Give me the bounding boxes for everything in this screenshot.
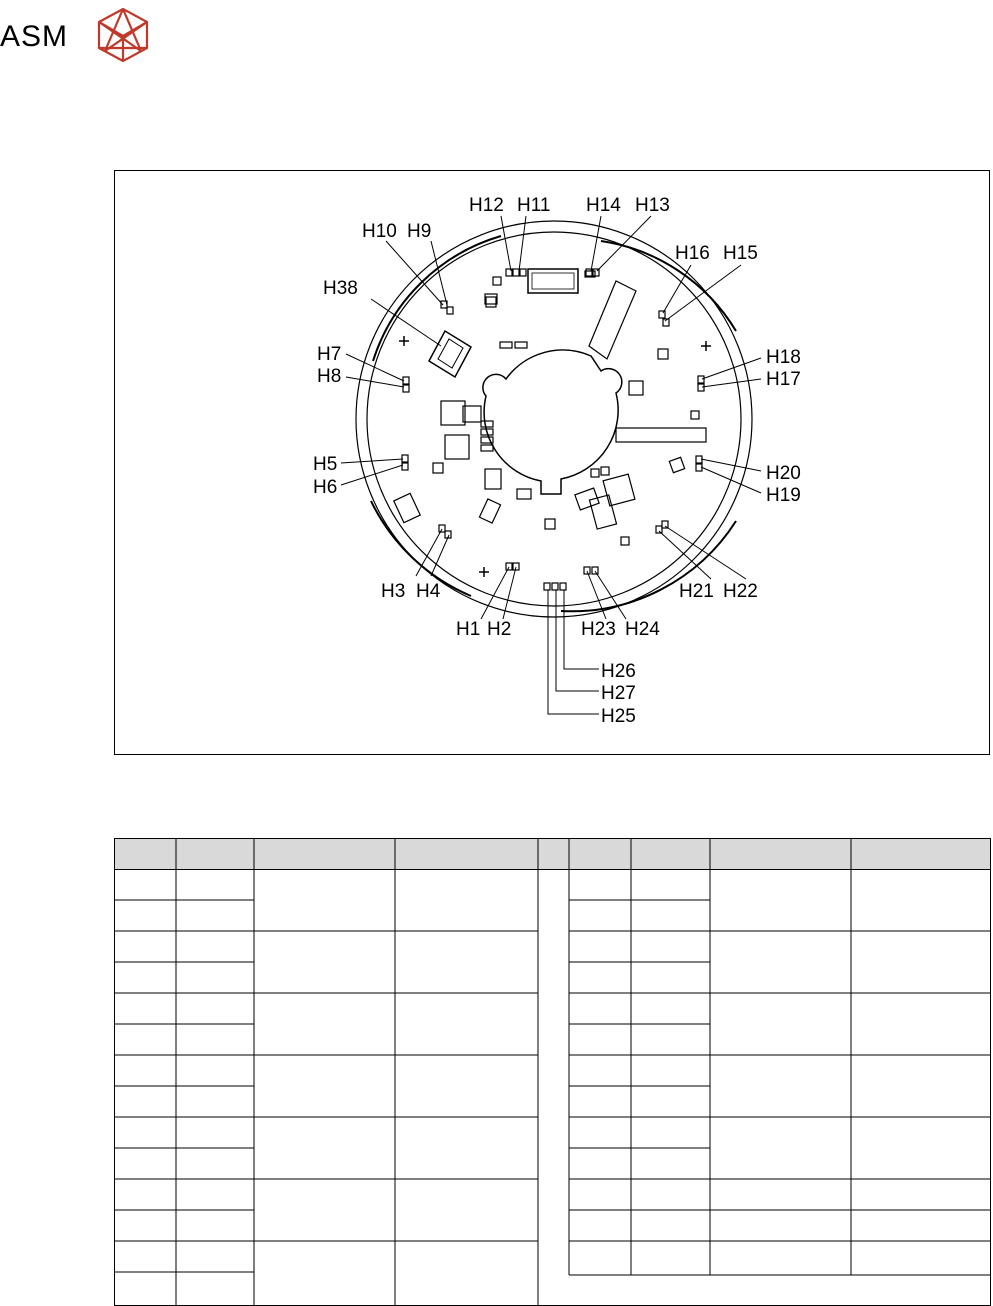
table-header-row: [115, 839, 991, 870]
logo-text: ASM: [0, 20, 69, 53]
label-h26: H26: [601, 661, 636, 682]
pcb-diagram-frame: [114, 170, 990, 755]
label-h10: H10: [362, 221, 397, 242]
label-h18: H18: [766, 347, 801, 368]
label-h22: H22: [723, 581, 758, 602]
label-h16: H16: [675, 243, 710, 264]
label-h21: H21: [679, 581, 714, 602]
label-h17: H17: [766, 369, 801, 390]
label-h3: H3: [381, 581, 406, 602]
label-h19: H19: [766, 485, 801, 506]
label-h2: H2: [487, 619, 512, 640]
label-h6: H6: [313, 477, 338, 498]
label-h4: H4: [416, 581, 441, 602]
label-h13: H13: [635, 195, 670, 216]
label-h12: H12: [469, 195, 504, 216]
label-h20: H20: [766, 463, 801, 484]
label-h15: H15: [723, 243, 758, 264]
label-h5: H5: [313, 454, 338, 475]
pcb-diagram: [1, 1, 993, 761]
sensor-table-grid: [114, 838, 991, 1306]
label-h23: H23: [581, 619, 616, 640]
label-h25: H25: [601, 706, 636, 727]
label-h24: H24: [625, 619, 660, 640]
label-h27: H27: [601, 683, 636, 704]
label-h8: H8: [317, 366, 342, 387]
label-h14: H14: [586, 195, 621, 216]
pcb-outline: [367, 232, 741, 606]
label-h11: H11: [517, 195, 551, 216]
label-h1: H1: [456, 619, 481, 640]
label-h9: H9: [407, 221, 432, 242]
sensor-table: [114, 838, 991, 1306]
label-h7: H7: [317, 344, 342, 365]
label-h38: H38: [323, 278, 358, 299]
